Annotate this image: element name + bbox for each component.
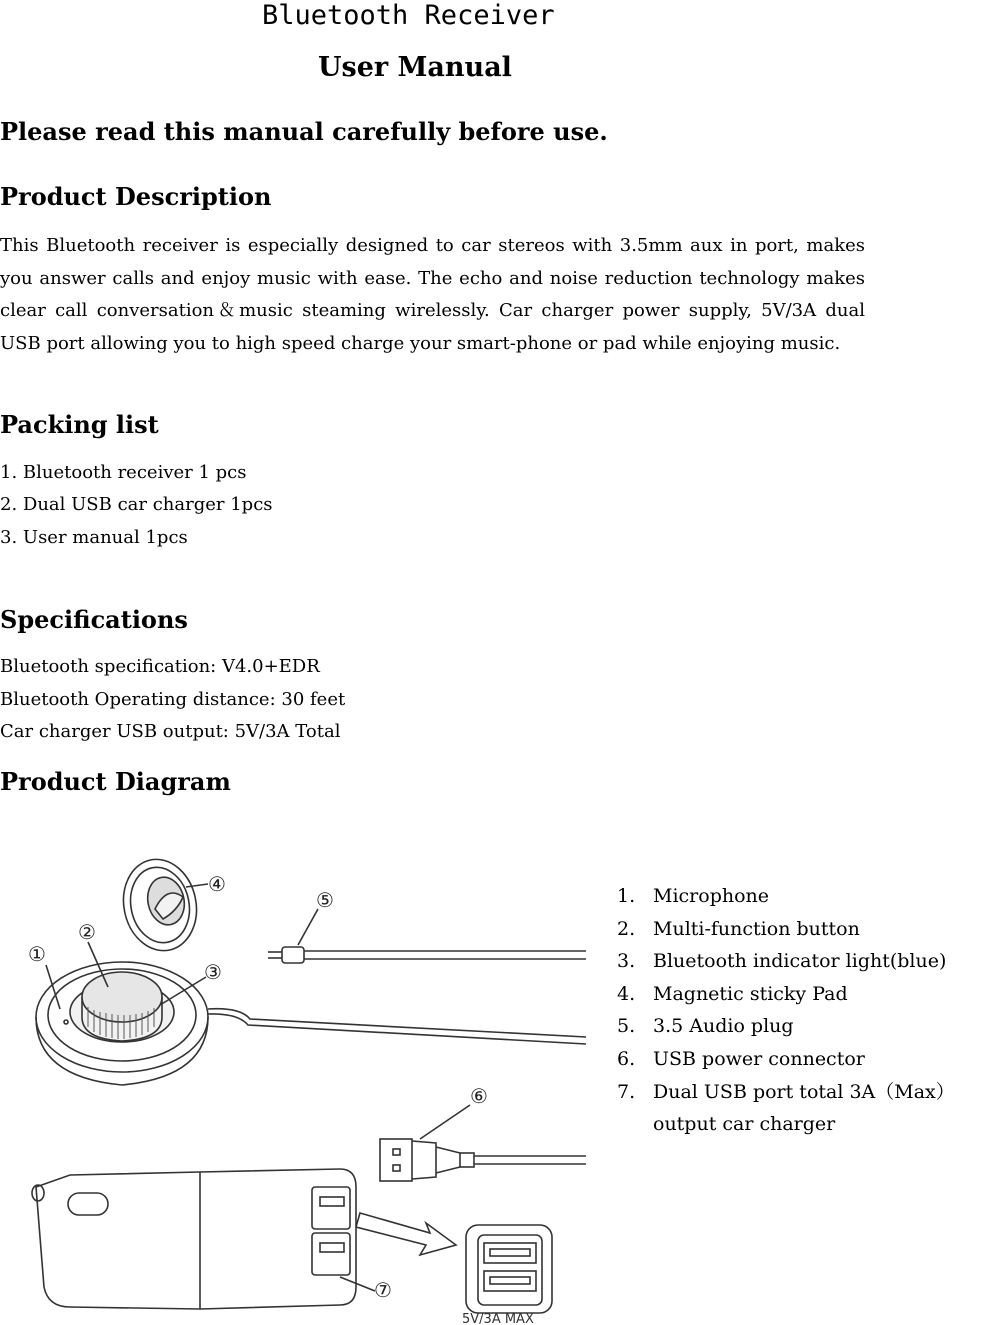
legend-number: 2. <box>617 917 636 940</box>
packing-list-item: 2. Dual USB car charger 1pcs <box>0 494 273 515</box>
legend-text: Magnetic sticky Pad <box>653 982 848 1005</box>
legend-item <box>617 913 984 946</box>
legend-text: Dual USB port total 3A（Max）output car charger <box>653 1080 955 1136</box>
diagram-legend <box>617 880 984 1141</box>
legend-text: Bluetooth indicator light(blue) <box>653 950 947 973</box>
charger-output-label: 5V/3A MAX <box>462 1312 534 1325</box>
callout-3: ③ <box>204 960 222 984</box>
callout-2: ② <box>78 920 96 944</box>
legend-number: 7. <box>617 1080 636 1103</box>
callout-5: ⑤ <box>316 888 334 912</box>
legend-text: USB power connector <box>653 1047 865 1070</box>
legend-item <box>617 978 984 1011</box>
document-subtitle: User Manual <box>318 52 512 83</box>
diagram-heading: Product Diagram <box>0 767 231 796</box>
spec-item: Bluetooth Operating distance: 30 feet <box>0 689 346 710</box>
packing-list-item: 1. Bluetooth receiver 1 pcs <box>0 462 247 483</box>
packing-list-item: 3. User manual 1pcs <box>0 527 188 548</box>
callout-4: ④ <box>208 872 226 896</box>
callout-7: ⑦ <box>374 1278 392 1302</box>
legend-item <box>617 1076 984 1141</box>
document-title: Bluetooth Receiver <box>262 0 555 31</box>
legend-number: 3. <box>617 950 636 973</box>
legend-number: 4. <box>617 982 636 1005</box>
spec-item: Bluetooth specification: V4.0+EDR <box>0 656 320 677</box>
description-paragraph: This Bluetooth receiver is especially designed to car stereos with 3.5mm aux in port, makes you answer calls and enjoy music with ease. The echo and noise reduction technology makes clear call conversation＆music steaming wirelessly. Car charger power supply, 5V/3A dual USB port allowing you to high speed charge your smart-phone or pad while enjoying music. <box>0 235 865 354</box>
callout-6: ⑥ <box>470 1084 488 1108</box>
specifications-heading: Specifications <box>0 605 188 634</box>
legend-item <box>617 945 984 978</box>
legend-item <box>617 1043 984 1076</box>
legend-text: Microphone <box>653 885 770 907</box>
legend-item <box>617 1010 984 1043</box>
legend-text: 3.5 Audio plug <box>653 1015 794 1038</box>
legend-text: Multi-function button <box>653 917 860 940</box>
callout-1: ① <box>28 942 46 966</box>
intro-heading: Please read this manual carefully before use. <box>0 117 608 146</box>
legend-number: 6. <box>617 1047 636 1070</box>
legend-number: 1. <box>617 885 636 907</box>
legend-number: 5. <box>617 1015 636 1038</box>
packing-list-heading: Packing list <box>0 410 159 439</box>
spec-item: Car charger USB output: 5V/3A Total <box>0 721 341 742</box>
description-heading: Product Description <box>0 182 272 211</box>
legend-item <box>617 880 984 913</box>
product-diagram <box>0 847 586 1325</box>
